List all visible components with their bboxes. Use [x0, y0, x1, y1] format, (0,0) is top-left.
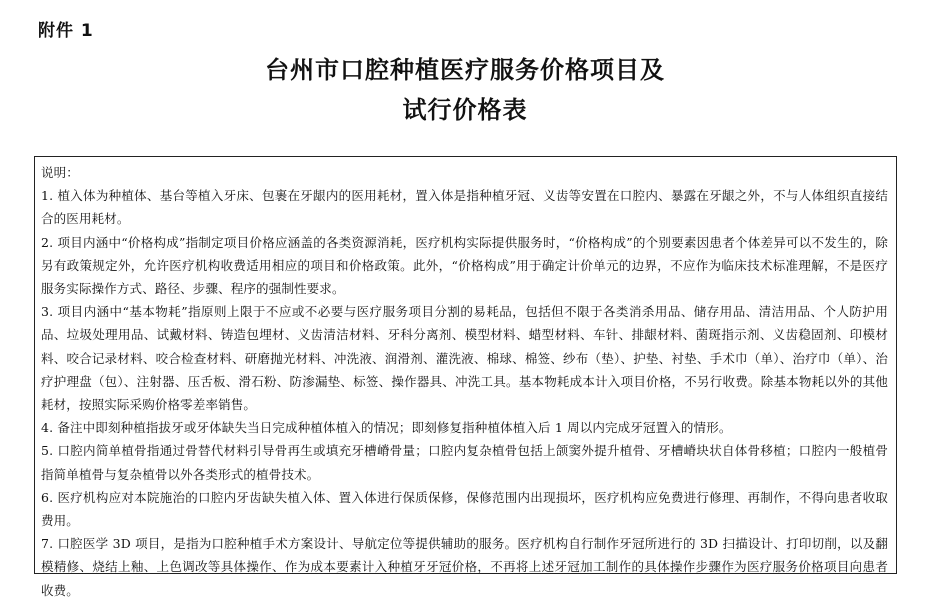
document-title-line-2: 试行价格表 [402, 95, 528, 124]
note-item-1: 1. 植入体为种植体、基台等植入牙床、包裹在牙龈内的医用耗材，置入体是指种植牙冠、义齿等安置在口腔内、暴露在牙龈之外，不与人体组织直接结合的医用耗材。 [41, 188, 888, 227]
note-item-4: 4. 备注中即刻种植指拔牙或牙体缺失当日完成种植体植入的情况；即刻修复指种植体植入后 1 周以内完成牙冠置入的情形。 [41, 420, 732, 436]
document-title-line-1: 台州市口腔种植医疗服务价格项目及 [265, 55, 665, 84]
note-item-3: 3. 项目内涵中“基本物耗”指原则上限于不应或不必要与医疗服务项目分割的易耗品，包括但不限于各类消杀用品、储存用品、清洁用品、个人防护用品、垃圾处理用品、试戴材料、铸造包埋材、义齿清洁材料、牙科分离剂、模型材料、蜡型材料、车针、排龈材料、菌斑指示剂、义齿稳固剂、印模材料、咬合记录材料、咬合检查材料、研磨抛光材料、冲洗液、润滑剂、灌洗液、棉球、棉签、纱布（垫）、护垫、衬垫、手术巾（单）、治疗巾（单）、治疗护理盘（包）、注射器、压舌板、滑石粉、防渗漏垫、标签、操作器具、冲洗工具。基本物耗成本计入项目价格，不另行收费。除基本物耗以外的其他耗材，按照实际采购价格零差率销售。 [41, 304, 888, 413]
note-item-6: 6. 医疗机构应对本院施治的口腔内牙齿缺失植入体、置入体进行保质保修，保修范围内出现损坏，医疗机构应免费进行修理、再制作，不得向患者收取费用。 [41, 489, 888, 529]
notes-box [34, 156, 897, 598]
note-item-7: 7. 口腔医学 3D 项目，是指为口腔种植手术方案设计、导航定位等提供辅助的服务。医疗机构自行制作牙冠所进行的 3D 扫描设计、打印切削，以及翻模精修、烧结上釉、上色调改等具体操作、作为成本要素计入种植牙牙冠价格，不再将上述牙冠加工制作的具体操作步骤作为医疗服务价格项目向患者收费。 [41, 536, 888, 598]
note-item-2: 2. 项目内涵中“价格构成”指制定项目价格应涵盖的各类资源消耗，医疗机构实际提供服务时，“价格构成”的个别要素因患者个体差异可以不发生的，除另有政策规定外，允许医疗机构收费适用相应的项目和价格政策。此外，“价格构成”用于确定计价单元的边界，不应作为临床技术标准理解，不是医疗服务实际操作方式、路径、步骤、程序的强制性要求。 [41, 234, 888, 297]
attachment-label: 附件 1 [38, 21, 94, 41]
note-item-5: 5. 口腔内简单植骨指通过骨替代材料引导骨再生或填充牙槽嵴骨量；口腔内复杂植骨包括上颌窦外提升植骨、牙槽嵴块状自体骨移植；口腔内一般植骨指简单植骨与复杂植骨以外各类形式的植骨技术。 [41, 443, 888, 482]
notes-heading: 说明： [41, 165, 79, 180]
